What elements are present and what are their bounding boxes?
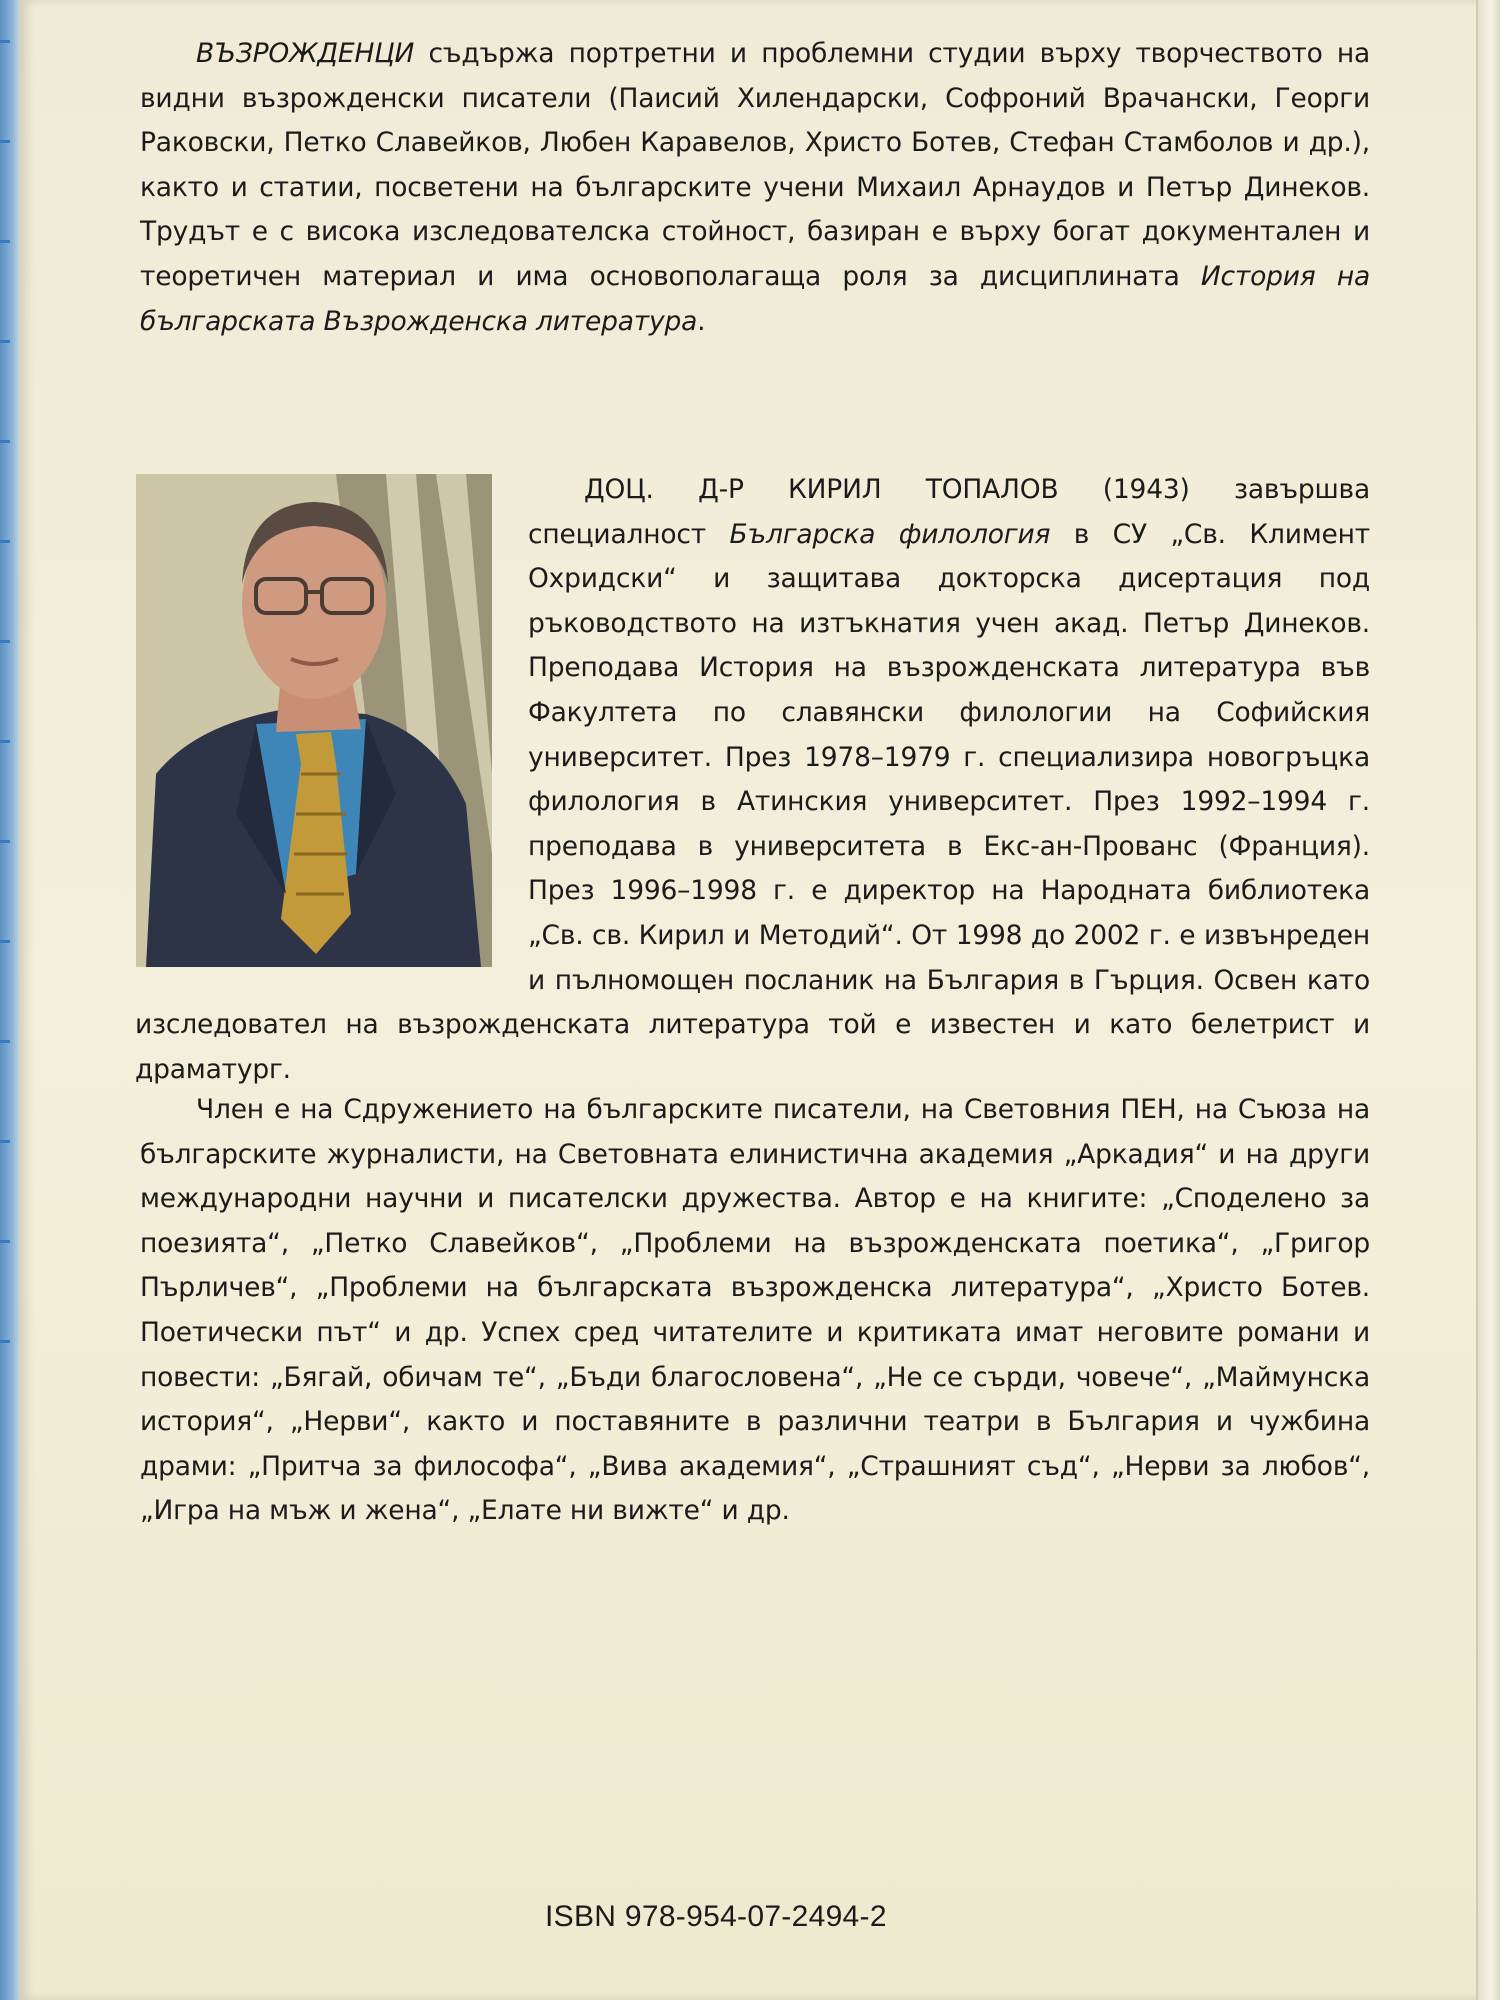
- book-description: ВЪЗРОЖДЕНЦИ съдържа портретни и проблемни студии върху творчеството на видни възрожденски писатели (Паисий Хилендарски, Софроний Врачански, Георги Раковски, Петко Славейков, Любен Каравелов, Христо Ботев, Стефан Стамболов и др.), както и статии, посветени на българските учени Михаил Арнаудов и Петър Динеков. Трудът е с висока изследователска стойност, базиран е върху богат документален и теоретичен материал и има основополагаща роля за дисциплината История на българската Възрожденска литература.: [140, 38, 1370, 337]
- bio-text: ДОЦ. Д-Р КИРИЛ ТОПАЛОВ (1943) завършва специалност Българска филология в СУ „Св. Климент Охридски“ и защитава докторска дисертация под ръководството на изтъкнатия учен акад. Петър Динеков. Преподава История на възрожденската литература във Факултета по славянски филологии на Софийския университет. През 1978–1979 г. специализира новогръцка филология в Атинския университет. През 1992–1994 г. преподава в университета в Екс-ан-Прованс (Франция). През 1996–1998 г. е директор на Народната библиотека „Св. св. Кирил и Методий“. От 1998 до 2002 г. е извънреден и пълномощен посланик на България в Гърция. Освен като изследовател на възрожденската литература той е известен и като белетрист и драматург.: [135, 474, 1370, 1085]
- description-text: съдържа портретни и проблемни студии върху творчеството на видни възрожденски писатели (Паисий Хилендарски, Софроний Врачански, Георги Раковски, Петко Славейков, Любен Каравелов, Христо Ботев, Стефан Стамболов и др.), както и статии, посветени на българските учени Михаил Арнаудов и Петър Динеков. Трудът е с висока изследователска стойност, базиран е върху богат документален и теоретичен материал и има основополагаща роля за дисциплината: [140, 38, 1370, 292]
- discipline-name: История на българската Възрожденска литература: [140, 260, 1370, 337]
- author-name: ДОЦ. Д-Р КИРИЛ ТОПАЛОВ: [584, 474, 1059, 505]
- author-photo: [136, 474, 492, 967]
- specialty: Българска филология: [729, 518, 1051, 550]
- isbn: ISBN 978-954-07-2494-2: [545, 1900, 887, 1933]
- membership-text: Член е на Сдружението на българските писатели, на Световния ПЕН, на Съюза на българските журналисти, на Световната елинистична академия „Аркадия“ и на други международни научни и писателски дружества. Автор е на книгите: „Споделено за поезията“, „Петко Славейков“, „Проблеми на възрожденската поетика“, „Григор Пърличев“, „Проблеми на българската възрожденска литература“, „Христо Ботев. Поетически път“ и др. Успех сред читателите и критиката имат неговите романи и повести: „Бягай, обичам те“, „Бъди благословена“, „Не се сърди, човече“, „Маймунска история“, „Нерви“, както и поставяните в различни театри в България и чужбина драми: „Притча за философа“, „Вива академия“, „Страшният съд“, „Нерви за любов“, „Игра на мъж и жена“, „Елате ни вижте“ и др.: [140, 1094, 1370, 1527]
- book-title: ВЪЗРОЖДЕНЦИ: [196, 38, 415, 69]
- desk-background: [0, 0, 20, 2000]
- page-edge: [1476, 0, 1500, 2000]
- author-bio: [135, 468, 1370, 1092]
